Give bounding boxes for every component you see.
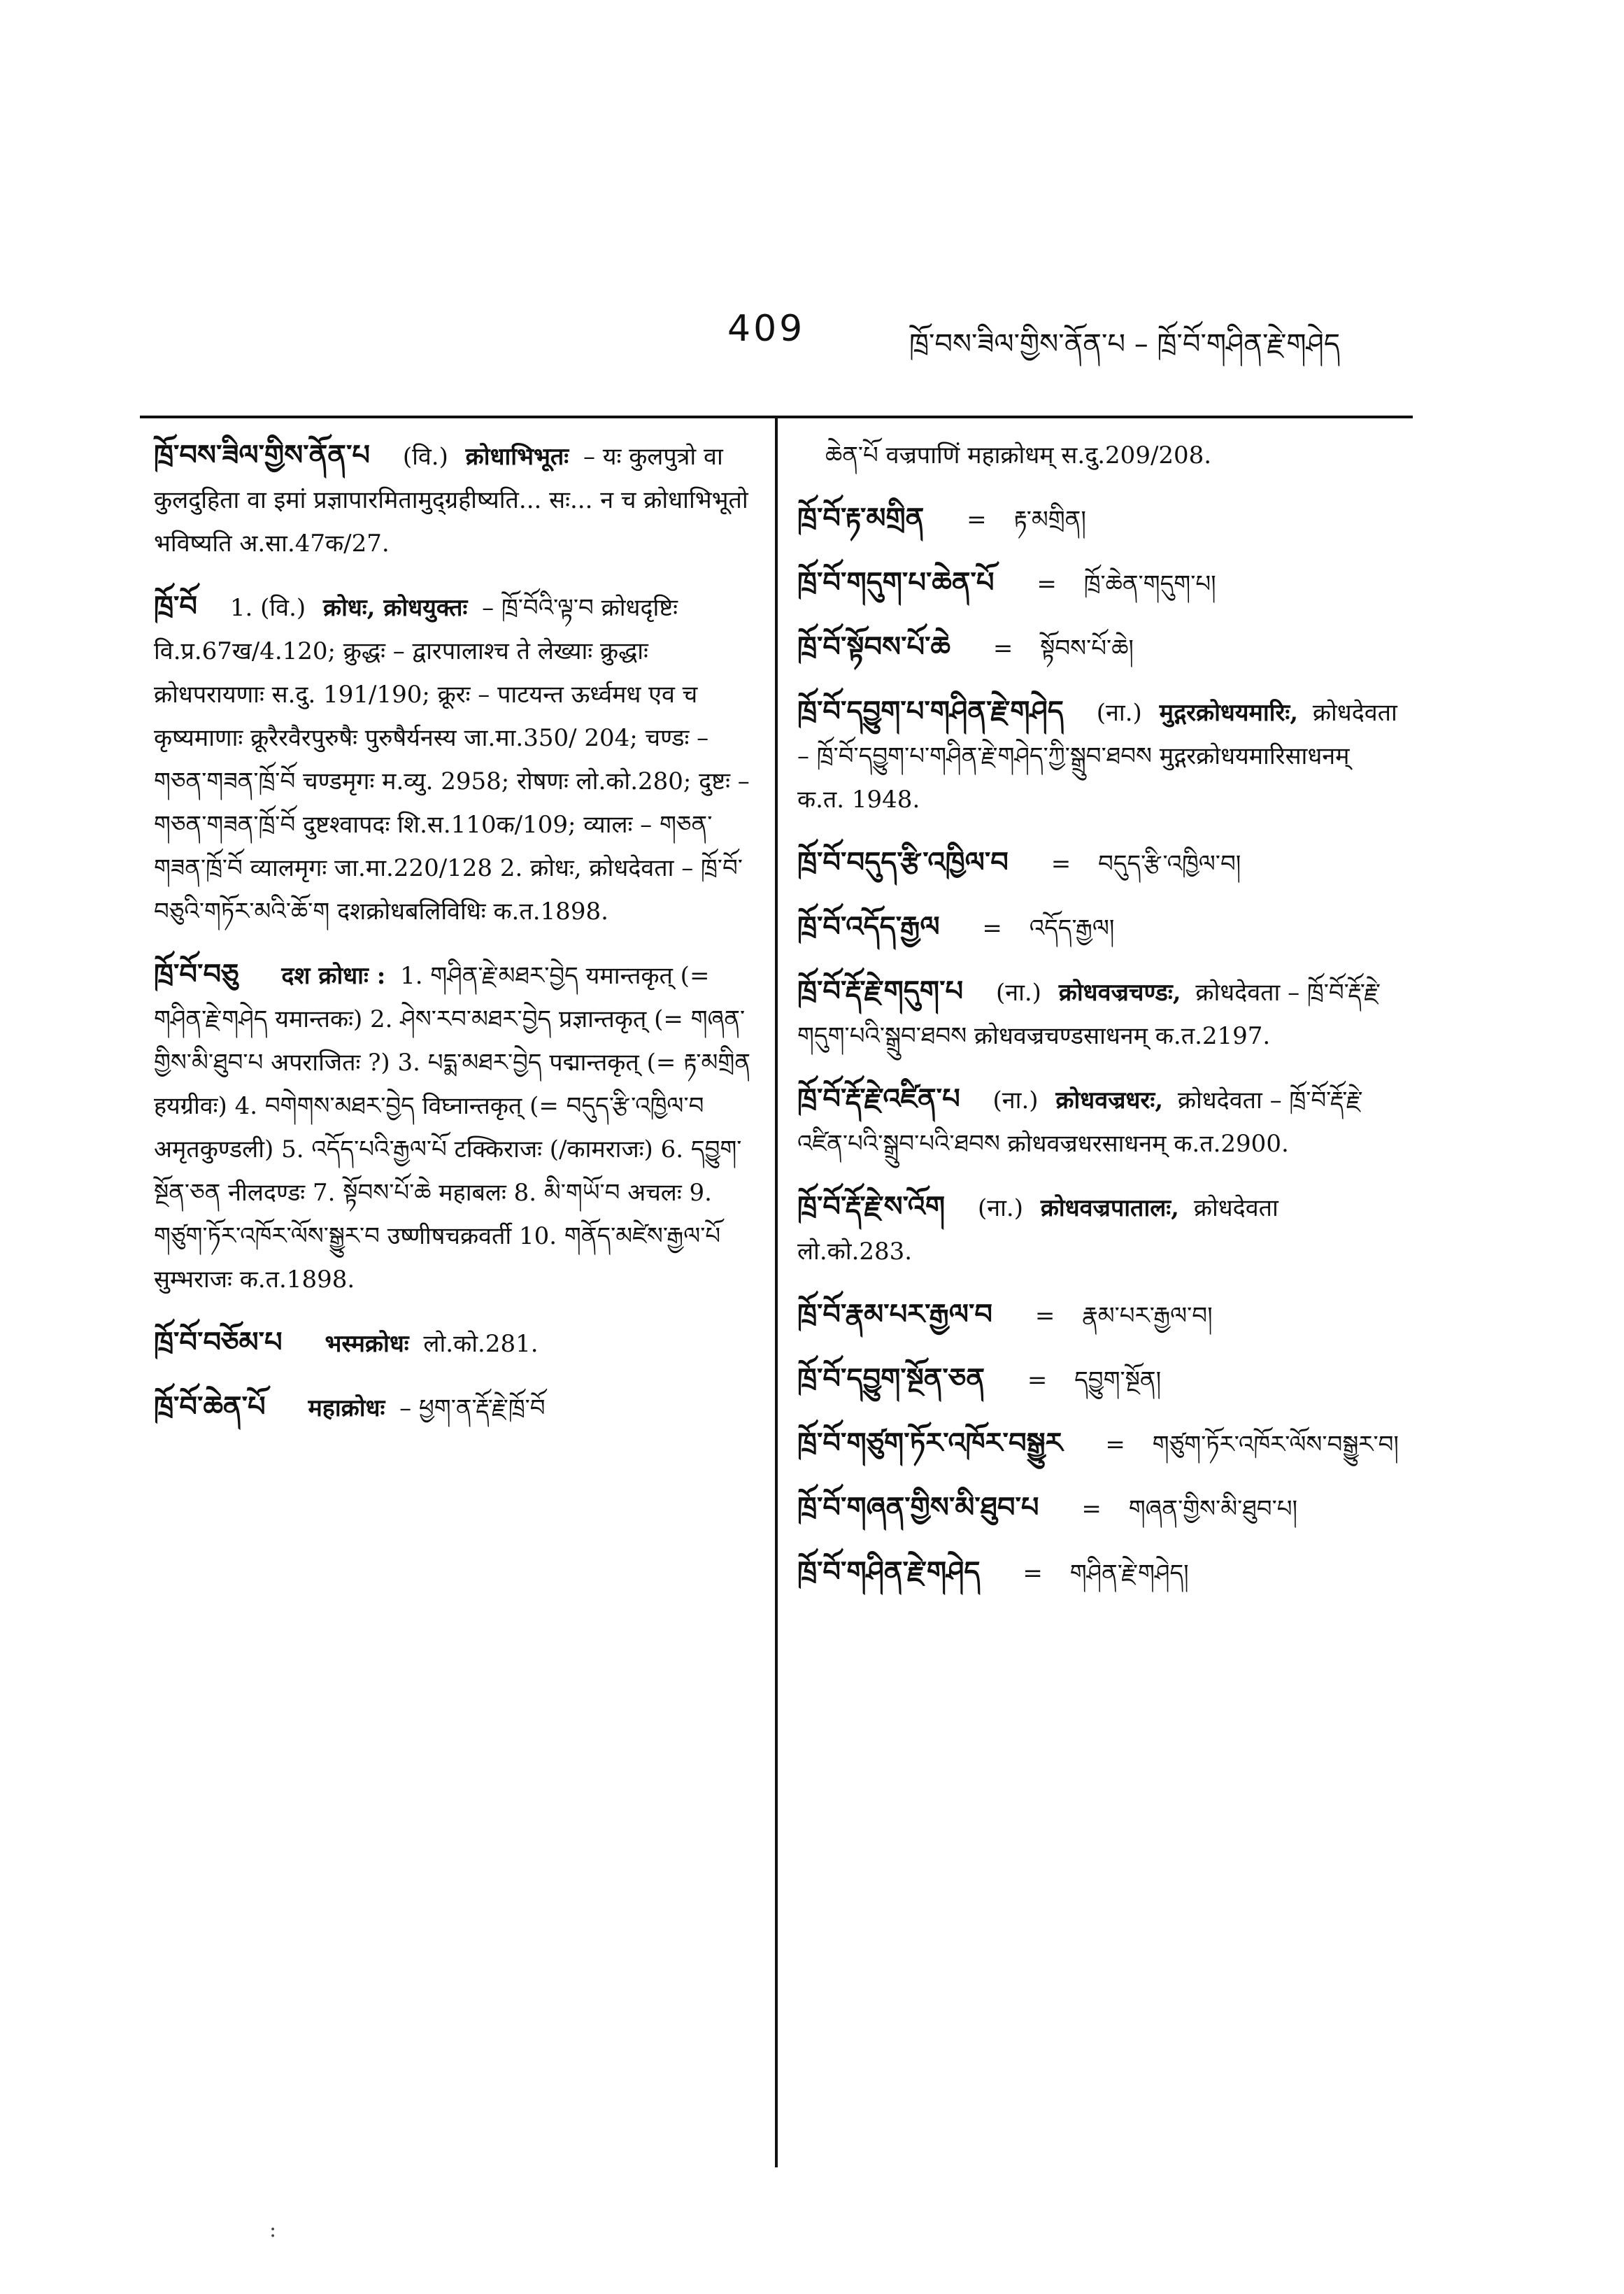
entry-target: གཙུག་ཏོར་འཁོར་ལོས་བསྒྱུར་བ།: [1152, 1431, 1399, 1459]
cross-reference-entry: [797, 1293, 1399, 1338]
dictionary-entry: [154, 434, 755, 565]
entry-headword: ཁྲོ་བོ་དབྱུག་སྔོན་ཅན: [797, 1363, 985, 1395]
entry-sanskrit: क्रोधः, क्रोधयुक्तः: [322, 594, 468, 622]
equals-sign: =: [1050, 850, 1071, 878]
entry-headword: ཁྲོ་བོ་བཅུ: [154, 958, 239, 991]
cross-reference-entry: [797, 1422, 1399, 1466]
entry-text: क्रोधदेवता – ཁྲོ་བོ་དབྱུག་པ་གཤིན་རྗེ་གཤེད་ཀྱི་སྒྲུབ་ཐབས मुद्गरक्रोधयमारिसाधनम् क.त. 1948.: [797, 699, 1397, 814]
entry-headword: ཁྲོ་བོ་གདུག་པ་ཆེན་པོ: [797, 567, 995, 599]
entry-headword: ཁྲོ་བོ་རྡོ་རྗེ་གདུག་པ: [797, 975, 964, 1007]
entry-tag: (ना.): [977, 1194, 1023, 1222]
cross-reference-entry: [797, 1357, 1399, 1402]
dictionary-entry: [154, 1385, 755, 1430]
entry-text: – यः कुलपुत्रो वा कुलदुहिता वा इमां प्रज्ञापारमितामुद्ग्रहीष्यति... सः... न च क्रोधाभिभूतो भविष्यति अ.सा.47क/27.: [154, 443, 748, 558]
entry-headword: ཁྲོ་བོ་བཅོམ་པ: [154, 1326, 283, 1359]
entry-target: རྣམ་པར་རྒྱལ་བ།: [1082, 1302, 1213, 1330]
entry-continuation: [797, 434, 1399, 477]
entry-headword: ཁྲོ་བོ་འདོད་རྒྱལ: [797, 911, 940, 943]
entry-target: བདུད་རྩི་འཁྱིལ་བ།: [1098, 850, 1241, 878]
equals-sign: =: [967, 506, 987, 534]
cross-reference-entry: [797, 841, 1399, 886]
dictionary-entry: [797, 1077, 1399, 1166]
entry-tag: (ना.): [1096, 699, 1142, 727]
entry-tag: (ना.): [992, 1086, 1039, 1114]
page-header: [727, 308, 1434, 364]
entry-headword: ཁྲོ་བོ་དབྱུག་པ་གཤིན་རྗེ་གཤེད: [797, 695, 1064, 728]
right-column: [797, 434, 1399, 1615]
entry-target: ཁྲོ་ཆེན་གདུག་པ།: [1083, 570, 1216, 598]
entry-tag: (ना.): [995, 979, 1041, 1007]
entry-sanskrit: दश क्रोधाः :: [281, 962, 386, 990]
equals-sign: =: [1037, 570, 1057, 598]
cross-reference-entry: [797, 625, 1399, 670]
entry-headword: ཁྲོ་བོ་གཙུག་ཏོར་འཁོར་བསྒྱུར: [797, 1427, 1063, 1459]
entry-headword: ཁྲོ་བོ་རྡོ་རྗེ་ས་འོག: [797, 1191, 946, 1223]
cross-reference-entry: [797, 1486, 1399, 1531]
entry-sanskrit: महाक्रोधः: [308, 1394, 385, 1422]
cross-reference-entry: [797, 497, 1399, 541]
entry-sanskrit: क्रोधवज्रधरः,: [1055, 1086, 1164, 1114]
cross-reference-entry: [797, 561, 1399, 606]
entry-headword: ཁྲོ་བོ་གཤིན་རྗེ་གཤེད: [797, 1556, 981, 1588]
column-divider: [775, 418, 778, 2167]
equals-sign: =: [992, 635, 1013, 663]
entry-tag: 1. (वि.): [229, 594, 306, 622]
equals-sign: =: [1027, 1366, 1048, 1394]
page-number: 409: [727, 308, 806, 350]
entry-target: འདོད་རྒྱལ།: [1029, 914, 1115, 942]
entry-text: – ཁྲོ་བོའི་ལྟ་བ क्रोधदृष्टिः वि.प्र.67ख/4.120; क्रुद्धः – द्वारपालाश्च ते लेख्याः क्रुद्धाः क्रोधपरायणाः स.दु. 191/190; क्रूरः – पाटयन्त ऊर्ध्वमध एव च कृष्यमाणाः क्रूरैरवैरपुरुषैः पुरुषैर्यनस्य जा.मा.350/ 204; चण्डः – གཅན་གཟན་ཁྲོ་བོ चण्डमृगः म.व्यु. 2958; रोषणः लो.को.280; दुष्टः – གཅན་གཟན་ཁྲོ་བོ दुष्टश्वापदः शि.स.110क/109; व्यालः – གཅན་གཟན་ཁྲོ་བོ व्यालमृगः जा.मा.220/128 2. क्रोधः, क्रोधदेवता – ཁྲོ་བོ་བཅུའི་གཏོར་མའི་ཆོ་ག दशक्रोधबलिविधिः क.त.1898.: [154, 594, 750, 926]
entry-headword: ཁྲོ་བོ་སྟོབས་པོ་ཆེ: [797, 631, 950, 663]
entry-sanskrit: भस्मक्रोधः: [325, 1330, 409, 1358]
dictionary-entry: [797, 690, 1399, 821]
running-head: ཁྲོ་བས་ཟིལ་གྱིས་ནོན་པ – ཁྲོ་བོ་གཤིན་རྗེ་གཤེད: [909, 328, 1340, 360]
dictionary-entry: [154, 953, 755, 1301]
entry-headword: ཁྲོ་བས་ཟིལ་གྱིས་ནོན་པ: [154, 439, 370, 472]
entry-headword: ཁྲོ་བོ་རྡོ་རྗེ་འཛིན་པ: [797, 1083, 960, 1115]
dictionary-entry: [154, 1321, 755, 1366]
entry-tag: (वि.): [402, 443, 448, 471]
entry-target: གཤིན་རྗེ་གཤེད།: [1069, 1559, 1189, 1587]
cross-reference-entry: [797, 905, 1399, 950]
entry-headword: ཁྲོ་བོ་རྣམ་པར་རྒྱལ་བ: [797, 1298, 992, 1331]
entry-text: क्रोधदेवता – ཁྲོ་བོ་རྡོ་རྗེ་འཛིན་པའི་སྒྲུབ་པའི་ཐབས क्रोधवज्रधरसाधनम् क.त.2900.: [797, 1086, 1363, 1158]
dictionary-entry: [797, 970, 1399, 1058]
entry-sanskrit: क्रोधवज्रचण्डः,: [1058, 979, 1181, 1007]
equals-sign: =: [982, 914, 1002, 942]
dictionary-entry: [797, 1185, 1399, 1273]
equals-sign: =: [1105, 1431, 1125, 1459]
entry-target: གཞན་གྱིས་མི་ཐུབ་པ།: [1128, 1495, 1298, 1523]
entry-sanskrit: क्रोधाभिभूतः: [465, 443, 569, 471]
entry-target: དབྱུག་སྔོན།: [1074, 1366, 1162, 1394]
entry-text: ཆེན་པོ वज्रपाणिं महाक्रोधम् स.दु.209/208.: [825, 441, 1212, 469]
entry-text: क्रोधदेवता – ཁྲོ་བོ་རྡོ་རྗེ་གདུག་པའི་སྒྲུབ་ཐབས क्रोधवज्रचण्डसाधनम् क.त.2197.: [797, 979, 1381, 1050]
entry-text: 1. གཤིན་རྗེ་མཐར་བྱེད यमान्तकृत् (= གཤིན་རྗེ་གཤེད यमान्तकः) 2. ཤེས་རབ་མཐར་བྱེད प्रज्ञान्तकृत् (= གཞན་གྱིས་མི་ཐུབ་པ अपराजितः ?) 3. པདྨ་མཐར་བྱེད पद्मान्तकृत् (= རྟ་མགྲིན हयग्रीवः) 4. བགེགས་མཐར་བྱེད विघ्नान्तकृत् (= བདུད་རྩི་འཁྱིལ་བ अमृतकुण्डली) 5. འདོད་པའི་རྒྱལ་པོ टक्किराजः (/कामराजः) 6. དབྱུག་སྔོན་ཅན नीलदण्डः 7. སྟོབས་པོ་ཆེ महाबलः 8. མི་གཡོ་བ अचलः 9. གཙུག་ཏོར་འཁོར་ལོས་སྒྱུར་བ उष्णीषचक्रवर्ती 10. གནོད་མཛེས་རྒྱལ་པོ सुम्भराजः क.त.1898.: [154, 962, 751, 1294]
cross-reference-entry: [797, 1550, 1399, 1595]
equals-sign: =: [1081, 1495, 1102, 1523]
entry-text: लो.को.281.: [423, 1330, 539, 1358]
entry-headword: ཁྲོ་བོ་རྟ་མགྲིན: [797, 502, 925, 534]
entry-target: སྟོབས་པོ་ཆེ།: [1040, 635, 1134, 663]
entry-target: རྟ་མགྲིན།: [1013, 506, 1086, 534]
entry-text: क्रोधदेवता लो.को.283.: [797, 1194, 1278, 1266]
entry-headword: ཁྲོ་བོ: [154, 590, 198, 623]
footer-mark: :: [269, 2218, 277, 2242]
entry-headword: ཁྲོ་བོ་བདུད་རྩི་འཁྱིལ་བ: [797, 847, 1009, 879]
entry-sanskrit: क्रोधवज्रपातालः,: [1040, 1194, 1180, 1222]
entry-headword: ཁྲོ་བོ་ཆེན་པོ: [154, 1391, 266, 1423]
entry-text: – ཕྱག་ན་རྡོ་རྗེ་ཁྲོ་བོ: [399, 1394, 546, 1422]
equals-sign: =: [1023, 1559, 1043, 1587]
entry-headword: ཁྲོ་བོ་གཞན་གྱིས་མི་ཐུབ་པ: [797, 1492, 1039, 1524]
dictionary-entry: [154, 585, 755, 933]
left-column: [154, 434, 755, 1450]
entry-sanskrit: मुद्गरक्रोधयमारिः,: [1159, 699, 1299, 727]
equals-sign: =: [1034, 1302, 1055, 1330]
